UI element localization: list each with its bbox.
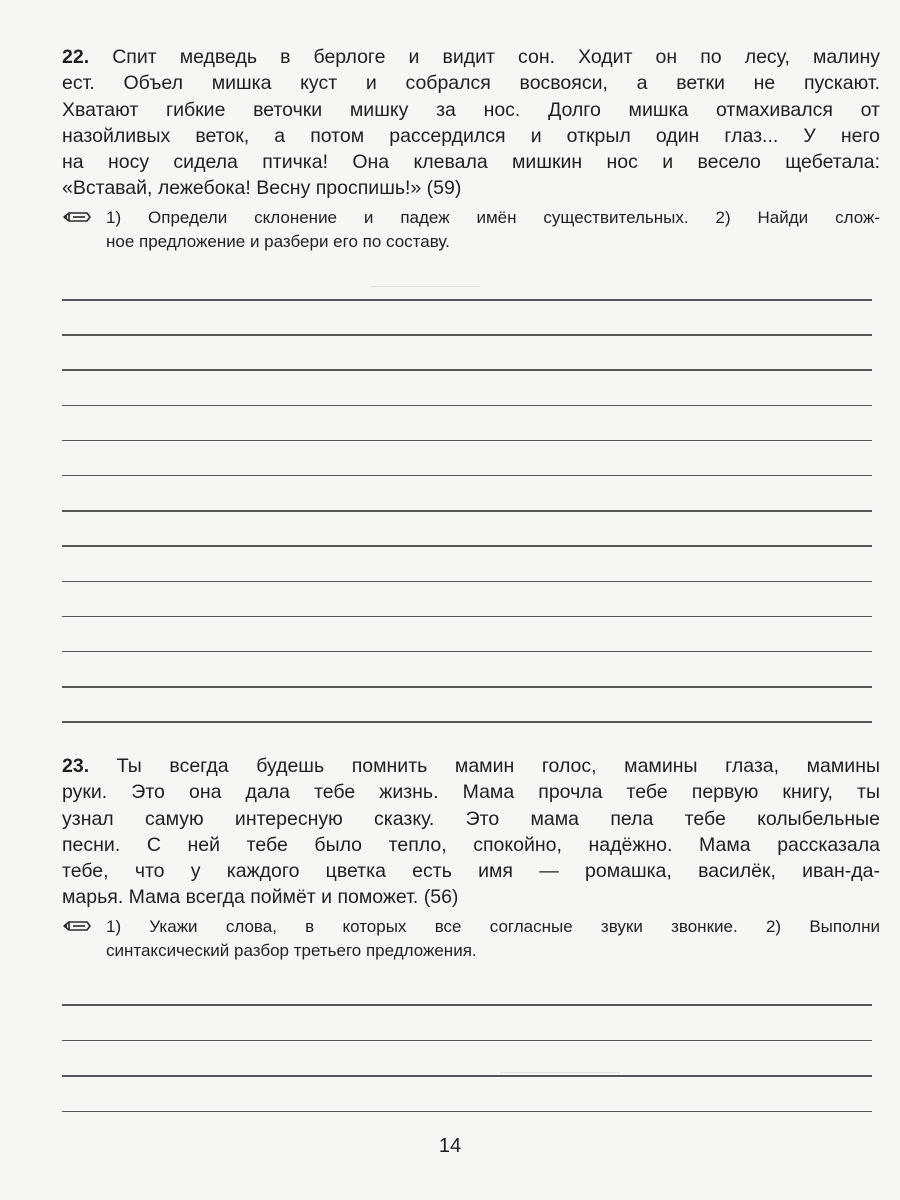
answer-line[interactable] [62, 1075, 872, 1077]
exercise-22-line: назойливых веток, а потом рассердился и открыл один глаз... У него [62, 124, 880, 147]
answer-line[interactable] [62, 686, 872, 688]
exercise-22 [62, 44, 880, 255]
answer-line[interactable] [62, 440, 872, 442]
exercise-22-line: ест. Объел мишка куст и собрался восвояси, а ветки не пускают. [62, 72, 880, 95]
answer-line[interactable] [62, 334, 872, 336]
exercise-23-number: 23. [62, 755, 90, 777]
pencil-icon [62, 208, 92, 226]
exercise-22-task-line: 1) Определи склонение и падеж имён существительных. 2) Найди слож- [106, 207, 880, 227]
exercise-23-line: узнал самую интересную сказку. Это мама пела тебе колыбельные [62, 807, 880, 830]
exercise-23-line: тебе, что у каждого цветка есть имя — ромашка, василёк, иван-да- [62, 860, 880, 883]
answer-line[interactable] [62, 299, 872, 301]
exercise-23-task [62, 915, 880, 964]
exercise-23-line: руки. Это она дала тебе жизнь. Мама прочла тебе первую книгу, ты [62, 781, 880, 804]
exercise-23-line: песни. С ней тебе было тепло, спокойно, надёжно. Мама рассказала [62, 833, 880, 856]
exercise-22-number: 22. [62, 46, 90, 68]
exercise-23-task-line: синтаксический разбор третьего предложения. [106, 941, 477, 961]
answer-line[interactable] [62, 545, 872, 547]
answer-line[interactable] [62, 475, 872, 477]
exercise-22-text [62, 44, 880, 202]
exercise-23 [62, 753, 880, 964]
exercise-23-line: марья. Мама всегда поймёт и поможет. (56) [62, 886, 459, 909]
exercise-22-task [62, 206, 880, 255]
answer-line[interactable] [62, 1040, 872, 1042]
answer-line[interactable] [62, 581, 872, 583]
answer-line[interactable] [62, 616, 872, 618]
exercise-22-answer-lines [62, 299, 872, 723]
exercise-22-line: «Вставай, лежебока! Весну проспишь!» (59) [62, 177, 462, 200]
exercise-23-answer-lines [62, 1004, 872, 1112]
pencil-icon [62, 917, 92, 935]
exercise-23-line: 23. Ты всегда будешь помнить мамин голос, мамины глаза, мамины [62, 755, 880, 777]
exercise-23-text [62, 753, 880, 911]
answer-line[interactable] [62, 1004, 872, 1006]
exercise-22-task-line: ное предложение и разбери его по составу. [106, 232, 450, 252]
answer-line[interactable] [62, 1111, 872, 1113]
answer-line[interactable] [62, 721, 872, 723]
exercise-22-line: Хватают гибкие веточки мишку за нос. Долго мишка отмахивался от [62, 98, 880, 121]
page-number: 14 [438, 1135, 462, 1157]
answer-line[interactable] [62, 405, 872, 407]
answer-line[interactable] [62, 651, 872, 653]
answer-line[interactable] [62, 369, 872, 371]
exercise-22-line: на носу сидела птичка! Она клевала мишкин нос и весело щебетала: [62, 151, 880, 174]
exercise-23-task-line: 1) Укажи слова, в которых все согласные звуки звонкие. 2) Выполни [106, 916, 880, 936]
answer-line[interactable] [62, 510, 872, 512]
exercise-22-line: 22. Спит медведь в берлоге и видит сон. Ходит он по лесу, малину [62, 46, 880, 68]
